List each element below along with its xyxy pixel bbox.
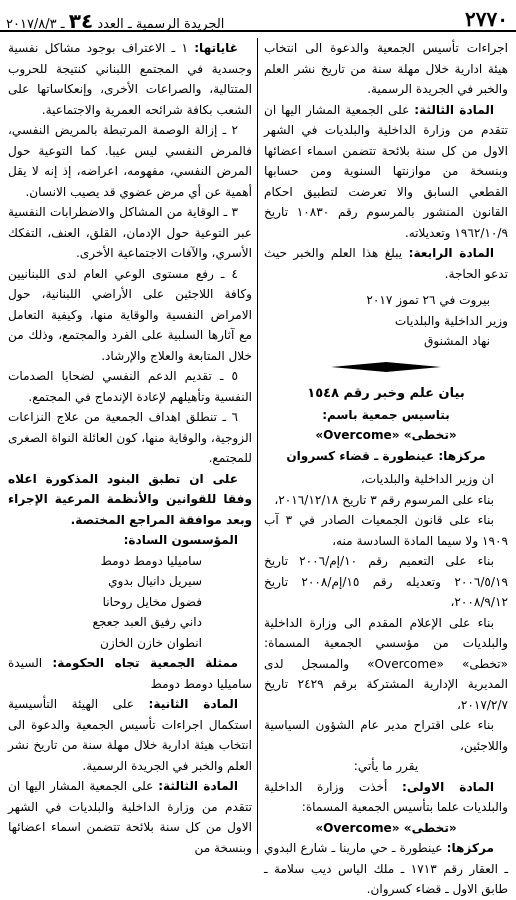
minister-intro: ان وزير الداخلية والبلديات، <box>360 472 494 486</box>
article-2-text: على الهيئة التأسيسية استكمال اجراءات تأسيس الجمعية والدعوة الى انتخاب هيئة ادارية خلال مهلة سنة من تاريخ نشر العلم والخبر في الجريدة الرسمية. <box>8 697 252 773</box>
article-3-text: على الجمعية المشار اليها ان تتقدم من وزارة الداخلية والبلديات في الشهر الاول من كل سنة بلائحة تتضمن اسماء اعضائها وبنسخة من موازنتها السنوية ومن حسابها القطعي السابق والا تعرضت لتطبيق احكام القانون المنشور بالمرسوم رقم ١٠٨٣٠ تاريخ ١٩٦٢/١٠/٩ وتعديلاته. <box>264 102 508 240</box>
goal-4: ٤ ـ رفع مستوى الوعي العام لدى اللبنانيين وكافة اللاجئين على الأراضي اللبنانية، حول الامراض النفسية والوقاية منها، وكيفية التعامل مع آثارها السلبية على الفرد والمجتمع، وذلك من خلال المتابعة والعلاج والإرشاد. <box>8 266 252 363</box>
gazette-issue-line <box>6 9 224 33</box>
issue-dash: ـ <box>60 17 65 32</box>
issue-label: الجريدة الرسمية ـ العدد <box>97 17 225 32</box>
hq-text: عينطورة ـ حي مارينا ـ شارع البدوي ـ العقار رقم ١٧١٣ ـ ملك الياس ديب سلامة ـ طابق الاول ـ قضاء كسروان. <box>264 841 508 896</box>
goal-1: ١ ـ الاعتراف بوجود مشاكل نفسية وجسدية في المجتمع اللبناني كنتيجة للحروب المتتالية، والصراعات الأخرى، وإنعكاساتها على الشعب بكافة شرائحه العمرية والاجتماعية. <box>8 41 252 117</box>
article-2-paragraph <box>8 694 252 776</box>
article-3-paragraph-left <box>8 776 252 858</box>
association-name: «تخطى» «Overcome» <box>315 428 457 442</box>
minister-name: نهاد المشنوق <box>424 334 490 348</box>
association-name-2: «تخطى» «Overcome» <box>315 820 457 835</box>
representative-paragraph <box>8 653 252 694</box>
goal-2: ٢ ـ إزالة الوصمة المرتبطة بالمريض النفسي، فالمرض النفسي ليس عيبا. كما التوعية حول المرض النفسي، مفهومه، اعراضه، إذ إنه لا يقل أهمية عن أي مرض عضوي قد يصيب الانسان. <box>8 123 252 199</box>
article-2-label: المادة الثانية: <box>148 697 238 711</box>
goals-label: غاياتها: <box>194 41 238 55</box>
article-1-paragraph <box>264 777 508 818</box>
article-3-text-left: على الجمعية المشار اليها ان تتقدم من وزارة الداخلية والبلديات في الشهر الاول من كل سنة بلائحة تتضمن اسماء اعضائها وبنسخة من <box>8 779 252 855</box>
column-divider <box>257 38 258 854</box>
founder-name: فضول مخايل روحانا <box>102 594 202 609</box>
place-date: بيروت في ٢٦ تموز ٢٠١٧ <box>366 293 490 307</box>
basis-2: بناء على قانون الجمعيات الصادر في ٣ آب ١٩٠٩ ولا سيما المادة السادسة منه، <box>264 513 508 548</box>
goal-6: ٦ ـ تنطلق اهداف الجمعية من علاج النزاعات الزوجية، والوقاية منها، كون العائلة النواة الصغرى للمجتمع. <box>8 410 252 465</box>
right-column <box>264 38 508 900</box>
basis-4: بناء على الإعلام المقدم الى وزارة الداخلية والبلديات من مؤسسي الجمعية المسماة: «تخطى» «Overcome» والمسجل لدى المديرية الإدارية المشتركة برقم ٢٤٢٩ تاريخ ٢٠١٧/٢/٧، <box>264 615 508 712</box>
section-separator <box>264 358 508 379</box>
minister-title: وزير الداخلية والبلديات <box>394 313 508 328</box>
goal-5: ٥ ـ تقديم الدعم النفسي لضحايا الصدمات النفسية وتأهيلهم لإعادة الإندماج في المجتمع. <box>8 369 252 404</box>
conditions: على ان تطبق البنود المذكورة اعلاه وفقا للقوانين والأنظمة المرعية الإجراء وبعد موافقة المراجع المختصة. <box>8 471 252 527</box>
founders-label: المؤسسون السادة: <box>123 533 238 547</box>
article-1-label: المادة الاولى: <box>402 779 494 794</box>
issue-date: ٢٠١٧/٨/٣ <box>6 17 57 32</box>
representative-label: ممثلة الجمعية تجاه الحكومة: <box>52 656 238 670</box>
association-hq: مركزها: عينطورة ـ قضاء كسروان <box>286 448 486 463</box>
basis-3: بناء على التعميم رقم ١٠/إم/٢٠٠٦ تاريخ ٢٠٠٦/٥/١٩ وتعديله رقم ١٥/إم/٢٠٠٨ تاريخ ٢٠٠٨/٩/١٢، <box>264 554 508 609</box>
page-number: ٢٧٧٠ <box>465 7 508 31</box>
paragraph-procedures: اجراءات تأسيس الجمعية والدعوة الى انتخاب هيئة ادارية خلال مهلة سنة من تاريخ نشر العلم والخبر في الجريدة الرسمية. <box>264 41 508 96</box>
founder-name: ساميليا دومط دومط <box>100 553 202 568</box>
hq-paragraph <box>264 838 508 900</box>
article-4-text: يبلغ هذا العلم والخبر حيث تدعو الحاجة. <box>264 246 508 281</box>
founder-name: داني رفيق العبد جعجع <box>92 615 202 629</box>
notice-title: بيان علم وخبر رقم ١٥٤٨ <box>307 386 465 401</box>
hq-label: مركزها: <box>446 841 494 855</box>
goal-1-paragraph <box>8 38 252 120</box>
article-3-label-left: المادة الثالثة: <box>158 779 238 793</box>
decides-line: يقرر ما يأتي: <box>353 759 419 773</box>
issue-number: ٣٤ <box>68 9 94 33</box>
representative-text: السيدة ساميليا دومط دومط <box>8 656 252 691</box>
page-header <box>0 0 516 32</box>
founder-name: انطوان خازن الخازن <box>100 635 202 650</box>
basis-1: بناء على المرسوم رقم ٣ تاريخ ٢٠١٦/١٢/١٨، <box>274 492 494 507</box>
article-3-label: المادة الثالثة: <box>414 102 494 117</box>
goal-3: ٣ ـ الوقاية من المشاكل والاضطرابات النفسية عبر التوعية حول الإدمان، القلق، العنف، التفكك الأسري، والآفات الاجتماعية الأخرى. <box>8 205 252 260</box>
article-3-paragraph <box>264 100 508 244</box>
left-column <box>8 38 252 858</box>
article-1-text: أخذت وزارة الداخلية والبلديات علما بتأسيس الجمعية المسماة: <box>264 779 508 814</box>
article-4-paragraph <box>264 243 508 284</box>
basis-5: بناء على اقتراح مدير عام الشؤون السياسية واللاجئين، <box>264 718 508 753</box>
notice-subtitle: بتاسيس جمعية باسم: <box>322 407 450 422</box>
founder-name: سيريل دانيال بدوي <box>108 574 202 588</box>
separator-ornament-icon <box>331 362 441 372</box>
article-4-label: المادة الرابعة: <box>408 246 494 260</box>
